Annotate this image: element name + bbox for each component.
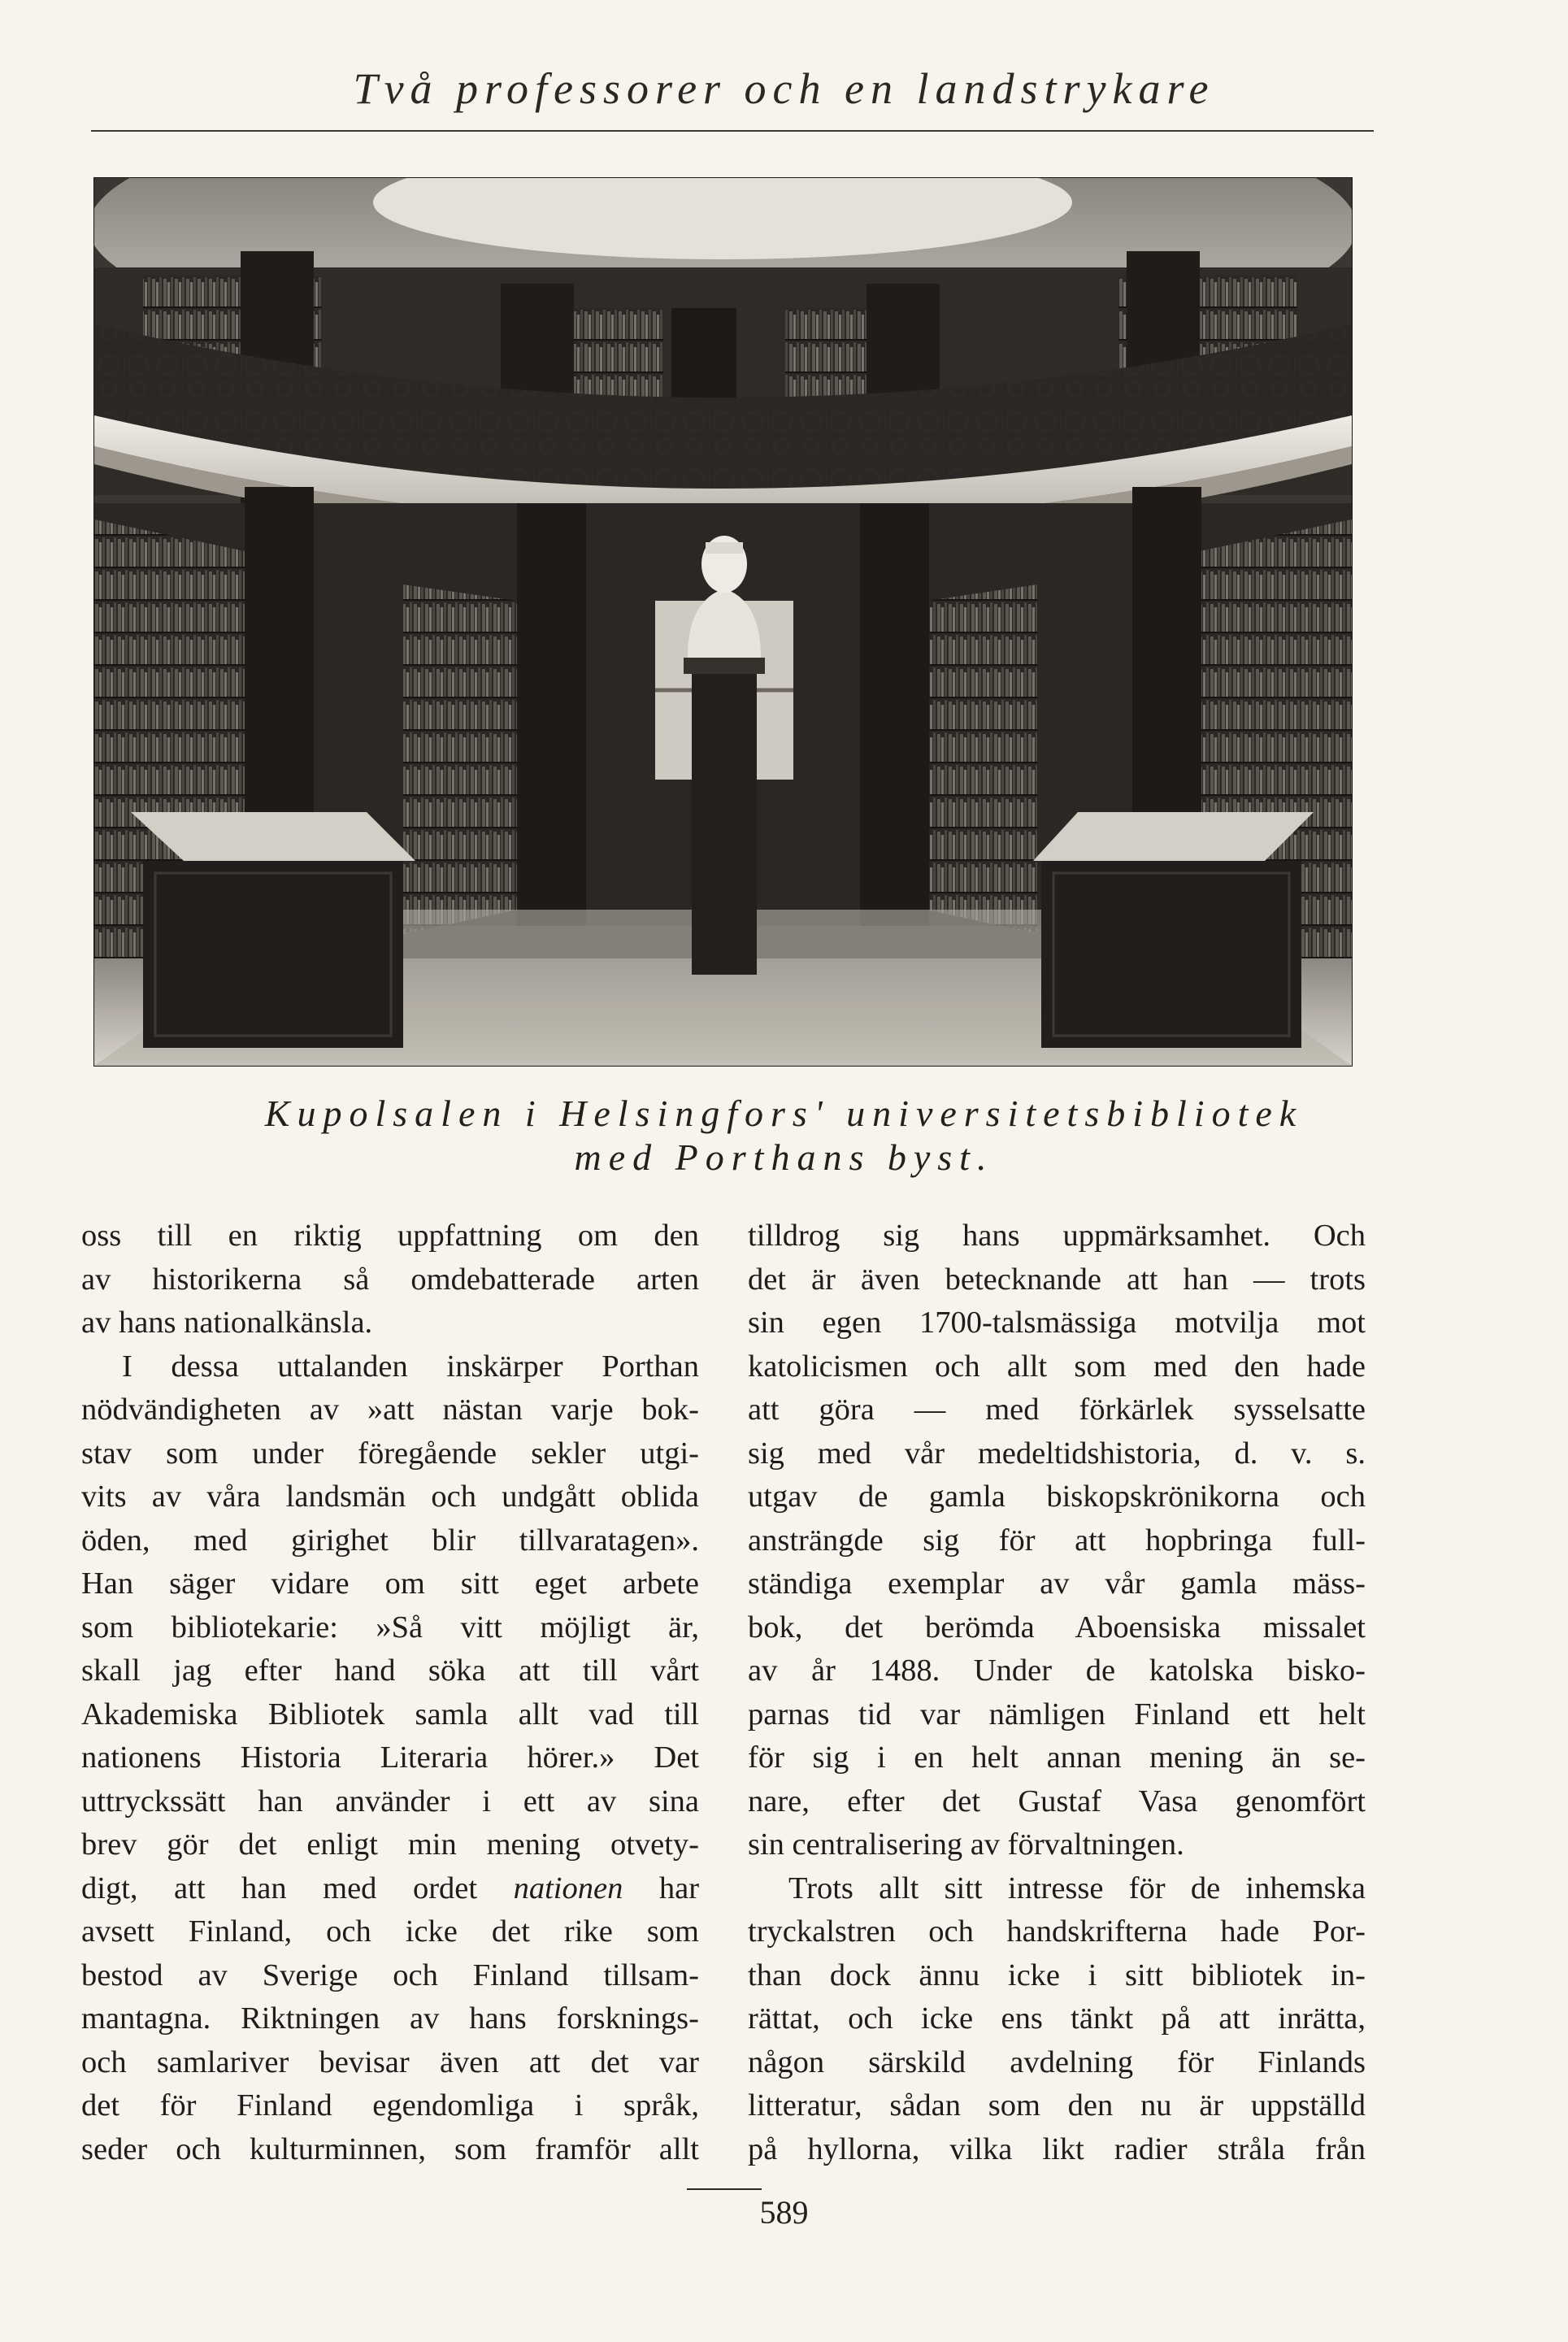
text-line: sin egen 1700-talsmässiga motvilja mot (748, 1306, 1366, 1340)
italic-word: nationen (513, 1871, 623, 1905)
text-line: tilldrog sig hans uppmärksamhet. Och (748, 1219, 1366, 1253)
text-line: sin centralisering av förvaltningen. (748, 1827, 1184, 1862)
text-line: det för Finland egendomliga i språk, (81, 2088, 699, 2123)
text-line: som bibliotekarie: »Så vitt möjligt är, (81, 1610, 699, 1645)
text-line: rättat, och icke ens tänkt på att inrätta, (748, 2001, 1366, 2036)
text-line: att göra — med förkärlek sysselsatte (748, 1393, 1366, 1427)
text-line: brev gör det enligt min mening otvety- (81, 1827, 699, 1862)
text-line: bestod av Sverige och Finland tillsam- (81, 1957, 699, 1992)
text-line: uttryckssätt han använder i ett av sina (81, 1784, 699, 1818)
text-line: skall jag efter hand söka att till vårt (81, 1653, 699, 1688)
right-column (748, 1214, 1366, 2171)
text-line: ansträngde sig för att hopbringa full- (748, 1523, 1366, 1558)
text-fragment: har (658, 1871, 699, 1905)
page-number: 589 (759, 2194, 809, 2231)
text-line: nödvändigheten av »att nästan varje bok- (81, 1393, 699, 1427)
text-line: Akademiska Bibliotek samla allt vad till (81, 1697, 699, 1732)
text-line: och samlariver bevisar även att det var (81, 2044, 699, 2079)
text-line: tryckalstren och handskrifterna hade Por- (748, 1914, 1366, 1949)
text-line: nare, efter det Gustaf Vasa genomfört (748, 1784, 1366, 1818)
text-line: seder och kulturminnen, som framför allt (81, 2131, 699, 2166)
text-line: litteratur, sådan som den nu är uppställd (748, 2088, 1366, 2123)
text-line: öden, med girighet blir tillvaratagen». (81, 1523, 699, 1558)
text-line: det är även betecknande att han — trots (748, 1262, 1366, 1297)
text-line: than dock ännu icke i sitt bibliotek in- (748, 1957, 1366, 1992)
text-fragment: digt, att han med ordet (81, 1871, 478, 1905)
text-line: sig med vår medeltidshistoria, d. v. s. (748, 1436, 1366, 1471)
text-line: Trots allt sitt intresse för de inhemska (788, 1871, 1366, 1905)
figure-caption-line-2: med Porthans byst. (574, 1136, 994, 1178)
text-line: utgav de gamla biskopskrönikorna och (748, 1480, 1366, 1514)
text-line: I dessa uttalanden inskärper Porthan (122, 1349, 699, 1384)
photo-illustration (94, 178, 1352, 1066)
text-line: ständiga exemplar av vår gamla mäss- (748, 1566, 1366, 1601)
figure-caption-line-1: Kupolsalen i Helsingfors' universitetsbibliotek (264, 1093, 1304, 1134)
text-line: nationens Historia Literaria hörer.» Det (81, 1740, 699, 1775)
running-head: Två professorer och en landstrykare (353, 64, 1215, 113)
text-line: bok, det berömda Aboensiska missalet (748, 1610, 1366, 1645)
text-line: någon särskild avdelning för Finlands (748, 2044, 1366, 2079)
text-line: för sig i en helt annan mening än se- (748, 1740, 1366, 1775)
text-line: på hyllorna, vilka likt radier stråla från (748, 2131, 1366, 2166)
left-column (81, 1214, 699, 2171)
text-line: katolicismen och allt som med den hade (748, 1349, 1366, 1384)
text-line: oss till en riktig uppfattning om den (81, 1219, 699, 1253)
text-line: av år 1488. Under de katolska bisko- (748, 1653, 1366, 1688)
text-line: av hans nationalkänsla. (81, 1306, 373, 1340)
folio-rule (687, 2188, 762, 2190)
header-rule (91, 130, 1374, 132)
text-line: parnas tid var nämligen Finland ett helt (748, 1697, 1366, 1732)
text-line: av historikerna så omdebatterade arten (81, 1262, 699, 1297)
text-line: vits av våra landsmän och undgått oblida (81, 1480, 699, 1514)
text-line: mantagna. Riktningen av hans forsknings- (81, 2001, 699, 2036)
text-line: stav som under föregående sekler utgi- (81, 1436, 699, 1471)
text-line-with-italic (81, 1867, 699, 1911)
library-photograph (93, 177, 1353, 1067)
text-line: Han säger vidare om sitt eget arbete (81, 1566, 699, 1601)
text-line: avsett Finland, och icke det rike som (81, 1914, 699, 1949)
